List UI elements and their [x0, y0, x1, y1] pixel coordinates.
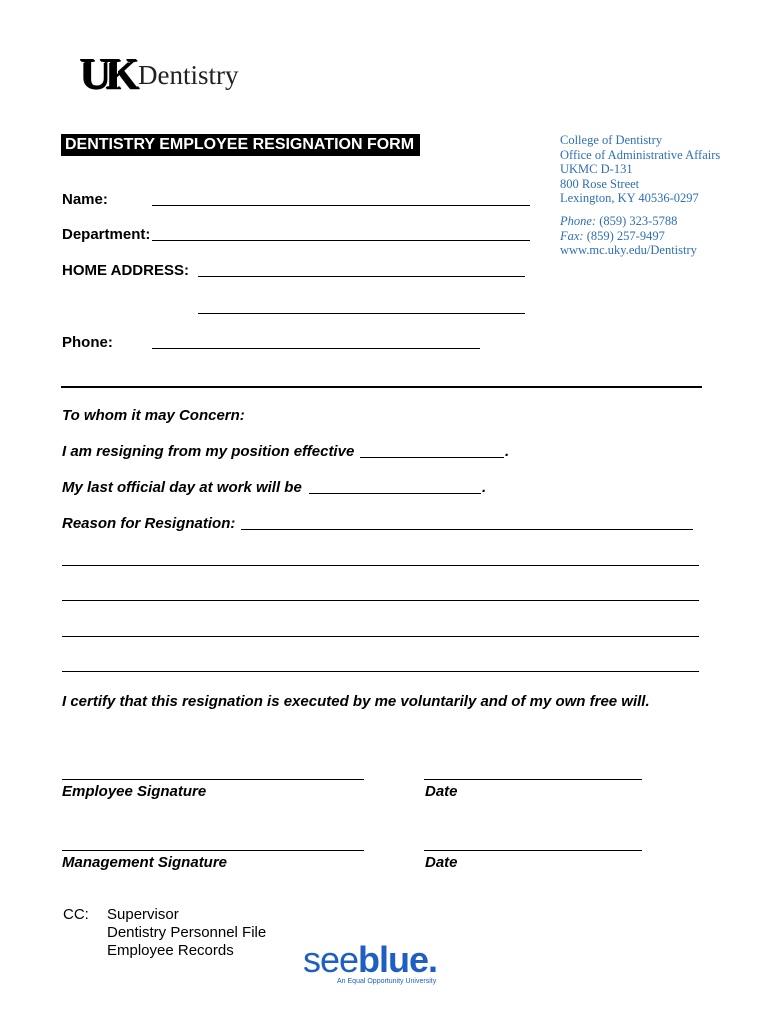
- seeblue-wordmark: seeblue.: [303, 939, 438, 980]
- management-date-label: Date: [425, 854, 458, 871]
- form-title: DENTISTRY EMPLOYEE RESIGNATION FORM: [61, 134, 420, 156]
- seeblue-logo: [303, 940, 473, 985]
- cc-label: CC:: [63, 906, 89, 923]
- employee-signature-line[interactable]: [62, 779, 364, 780]
- uk-logo-mark: UK: [80, 50, 134, 99]
- cc-block: [63, 906, 267, 959]
- last-day-text: My last official day at work will be: [62, 479, 302, 496]
- contact-fax: Fax: (859) 257-9497: [560, 228, 665, 243]
- street-address: 800 Rose Street: [560, 176, 640, 191]
- home-address-input-line-2[interactable]: [198, 313, 525, 314]
- home-address-input-line-1[interactable]: [198, 276, 525, 277]
- reason-input-line-3[interactable]: [62, 600, 699, 601]
- section-divider: [61, 386, 702, 388]
- name-label: Name:: [62, 191, 108, 208]
- phone-label: Phone:: [62, 334, 113, 351]
- management-signature-label: Management Signature: [62, 854, 228, 871]
- equal-opportunity-tagline: An Equal Opportunity University: [337, 978, 437, 985]
- management-date-line[interactable]: [424, 850, 642, 851]
- employee-date-line[interactable]: [424, 779, 642, 780]
- city-address: Lexington, KY 40536-0297: [560, 191, 699, 206]
- name-input-line[interactable]: [152, 205, 530, 206]
- cc-item-supervisor: Supervisor: [107, 906, 179, 923]
- contact-phone: Phone: (859) 323-5788: [560, 213, 678, 228]
- contact-website: www.mc.uky.edu/Dentistry: [560, 243, 697, 258]
- cc-item-personnel-file: Dentistry Personnel File: [107, 924, 267, 941]
- reason-input-line-2[interactable]: [62, 565, 699, 566]
- effective-date-period: .: [505, 443, 510, 460]
- department-label: Department:: [62, 226, 151, 243]
- greeting-text: To whom it may Concern:: [62, 407, 245, 424]
- reason-input-line-5[interactable]: [62, 671, 699, 672]
- management-signature-line[interactable]: [62, 850, 364, 851]
- phone-input-line[interactable]: [152, 348, 480, 349]
- college-name: College of Dentistry: [560, 133, 663, 147]
- home-address-label: HOME ADDRESS:: [62, 262, 189, 279]
- last-day-period: .: [482, 479, 487, 496]
- employee-signature-label: Employee Signature: [62, 783, 207, 800]
- cc-item-employee-records: Employee Records: [107, 942, 234, 959]
- office-name: Office of Administrative Affairs: [560, 147, 721, 162]
- contact-block: [560, 133, 760, 258]
- logo-wordmark: Dentistry: [138, 60, 239, 90]
- room-number: UKMC D-131: [560, 162, 633, 177]
- last-day-input-line[interactable]: [309, 493, 481, 494]
- reason-input-line-1[interactable]: [241, 529, 693, 530]
- reason-label: Reason for Resignation:: [62, 515, 236, 532]
- employee-date-label: Date: [425, 783, 458, 800]
- reason-input-line-4[interactable]: [62, 636, 699, 637]
- certification-text: I certify that this resignation is executed by me voluntarily and of my own free will.: [62, 693, 650, 710]
- department-input-line[interactable]: [152, 240, 530, 241]
- effective-date-text: I am resigning from my position effective: [62, 443, 355, 460]
- uk-dentistry-logo: [80, 52, 250, 102]
- effective-date-input-line[interactable]: [360, 457, 504, 458]
